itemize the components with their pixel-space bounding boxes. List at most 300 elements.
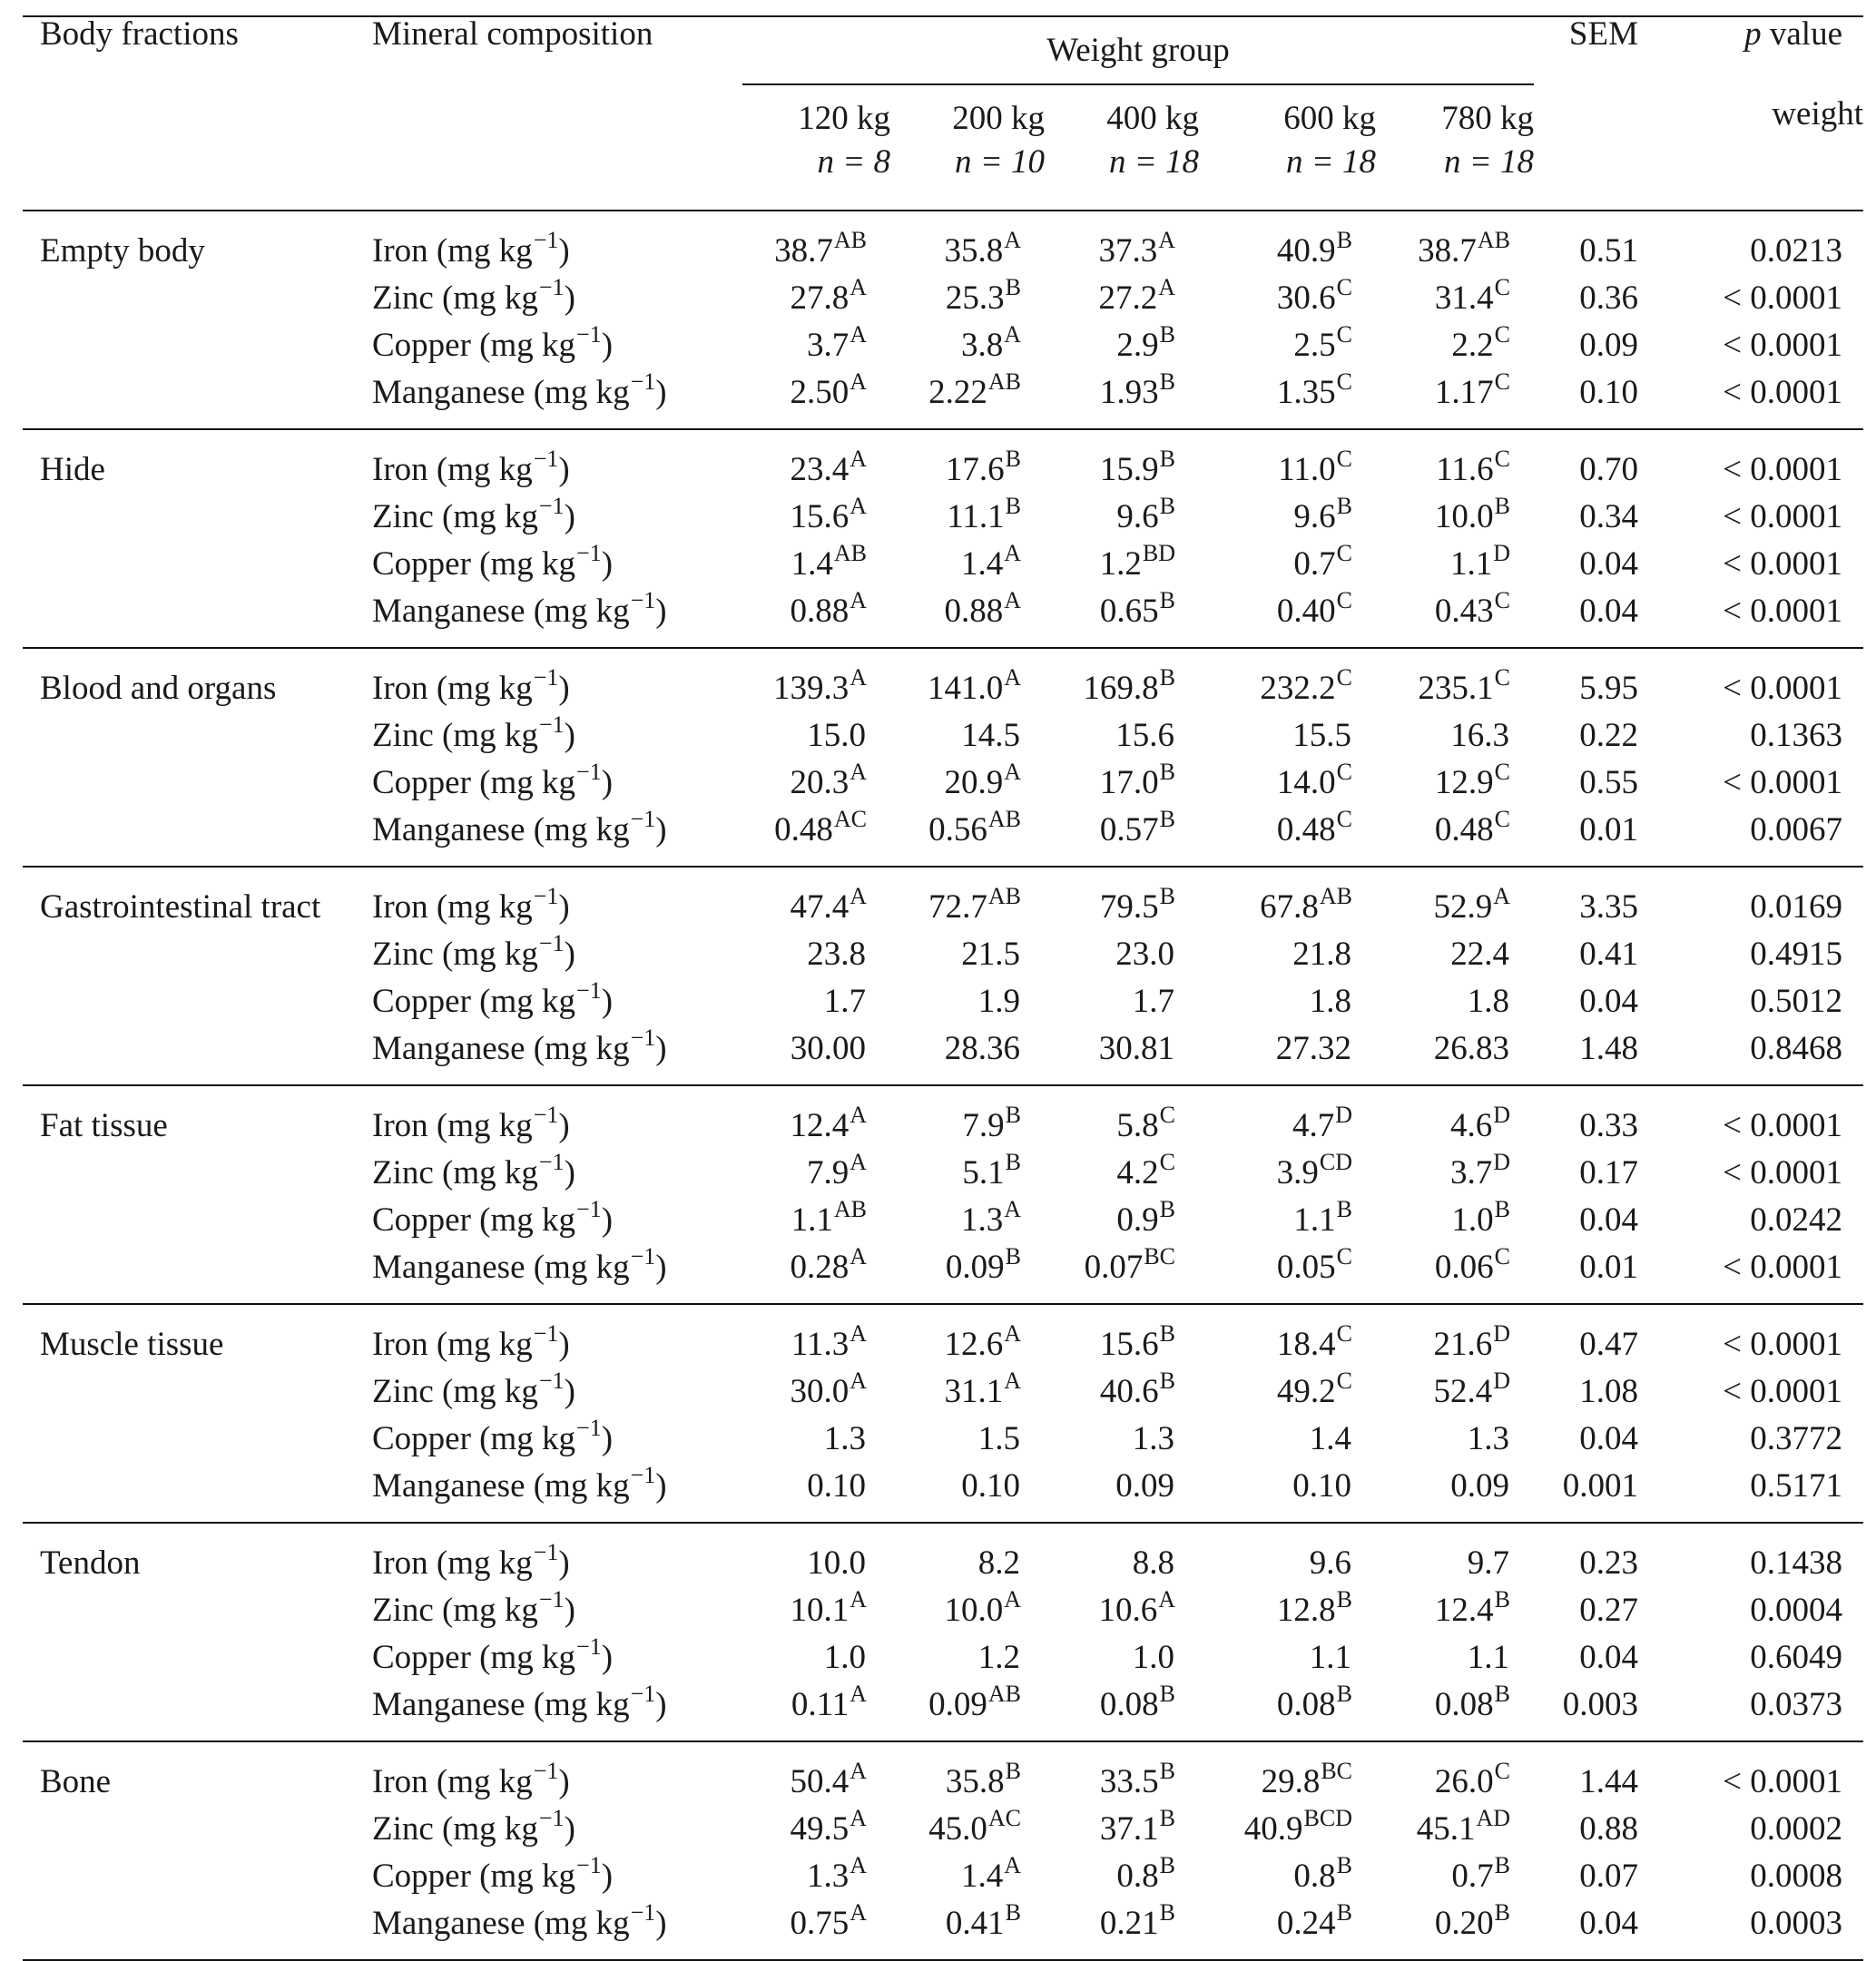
table-row <box>23 930 1863 977</box>
value-cell-group-3 <box>1199 1196 1376 1243</box>
value-cell-group-0 <box>742 587 890 648</box>
mean-value: 52.9 <box>1433 887 1493 926</box>
unit-exponent: −1 <box>538 929 565 956</box>
value-cell-group-3 <box>1199 711 1376 759</box>
mineral-composition-table <box>23 15 1863 1961</box>
significance-letters: B <box>1005 1148 1021 1175</box>
value-cell-group-0 <box>742 429 890 493</box>
mean-value: 15.6 <box>1099 1325 1159 1363</box>
mean-value: 40.9 <box>1276 231 1336 270</box>
unit-close: ) <box>558 231 570 270</box>
mean-value: 47.4 <box>790 887 850 926</box>
p-value: < 0.0001 <box>1662 1741 1863 1805</box>
significance-letters: B <box>1494 492 1510 519</box>
unit-exponent: −1 <box>576 1633 602 1660</box>
mean-value: 23.8 <box>807 935 866 973</box>
value-cell-group-1 <box>890 368 1045 429</box>
value-cell-group-3 <box>1199 648 1376 711</box>
unit-close: ) <box>558 1106 570 1144</box>
significance-letters: C <box>1336 368 1352 395</box>
unit-close: ) <box>655 1248 667 1286</box>
mineral-label <box>372 1025 742 1085</box>
significance-letters: AD <box>1476 1804 1510 1831</box>
mineral-label <box>372 1899 742 1960</box>
mean-value: 20.3 <box>790 763 850 801</box>
mean-value: 0.21 <box>1099 1904 1159 1942</box>
value-cell-group-2 <box>1045 274 1199 321</box>
value-cell-group-3 <box>1199 806 1376 867</box>
mean-value: 0.8 <box>1116 1857 1159 1895</box>
mineral-label <box>372 274 742 321</box>
sem-value: 0.55 <box>1579 763 1638 801</box>
value-cell-group-3 <box>1199 1415 1376 1462</box>
mean-value: 12.8 <box>1276 1591 1336 1629</box>
sem-value: 0.10 <box>1579 373 1638 411</box>
mean-value: 0.09 <box>1450 1466 1509 1505</box>
body-fraction-label <box>23 930 372 977</box>
mean-value: 20.9 <box>944 763 1004 801</box>
value-cell-group-1 <box>890 274 1045 321</box>
mean-value: 40.9 <box>1243 1809 1303 1848</box>
unit-close: ) <box>655 373 667 411</box>
significance-letters: A <box>1004 1195 1021 1222</box>
mean-value: 1.4 <box>791 544 833 583</box>
significance-letters: AB <box>833 539 867 566</box>
body-fraction-label <box>23 493 372 540</box>
unit-exponent: −1 <box>630 1242 656 1270</box>
mean-value: 50.4 <box>790 1762 850 1800</box>
mean-value: 9.6 <box>1293 497 1336 535</box>
significance-letters: B <box>1005 492 1021 519</box>
significance-letters: B <box>1159 1367 1175 1394</box>
value-cell-group-1 <box>890 1586 1045 1633</box>
significance-letters: C <box>1336 1367 1352 1394</box>
mean-value: 0.41 <box>945 1904 1005 1942</box>
mean-value: 1.1 <box>791 1201 833 1239</box>
mineral-name: Iron (mg kg <box>372 1762 533 1800</box>
mean-value: 4.2 <box>1116 1153 1159 1191</box>
value-cell-group-2 <box>1045 493 1199 540</box>
mean-value: 10.0 <box>807 1544 866 1582</box>
mean-value: 0.10 <box>1292 1466 1351 1505</box>
significance-letters: C <box>1494 273 1510 300</box>
body-fraction-label <box>23 1368 372 1415</box>
unit-exponent: −1 <box>576 1195 602 1222</box>
mean-value: 3.7 <box>806 326 850 364</box>
significance-letters: B <box>1494 1195 1510 1222</box>
mean-value: 12.6 <box>944 1325 1004 1363</box>
value-cell-group-1 <box>890 1462 1045 1523</box>
mean-value: 67.8 <box>1260 887 1319 926</box>
significance-letters: C <box>1336 320 1352 348</box>
mean-value: 15.5 <box>1292 716 1351 754</box>
value-cell-group-4 <box>1376 759 1534 806</box>
significance-letters: AB <box>1477 226 1510 253</box>
mean-value: 1.2 <box>1099 544 1142 583</box>
mean-value: 5.8 <box>1116 1106 1159 1144</box>
significance-letters: A <box>850 445 867 472</box>
mineral-label <box>372 1196 742 1243</box>
mean-value: 0.05 <box>1276 1248 1336 1286</box>
significance-letters: D <box>1493 1101 1510 1128</box>
significance-letters: B <box>1159 1680 1175 1707</box>
mineral-name: Iron (mg kg <box>372 1544 533 1582</box>
p-value: 0.0002 <box>1750 1809 1842 1848</box>
unit-exponent: −1 <box>630 805 656 832</box>
value-cell-group-4 <box>1376 1085 1534 1149</box>
significance-letters: B <box>1159 1195 1175 1222</box>
mean-value: 1.4 <box>960 1857 1004 1895</box>
significance-letters: B <box>1159 368 1175 395</box>
mean-value: 3.8 <box>960 326 1004 364</box>
significance-letters: B <box>1005 1898 1021 1926</box>
value-cell-group-1 <box>890 211 1045 274</box>
mean-value: 15.6 <box>1115 716 1174 754</box>
significance-letters: D <box>1493 1319 1510 1347</box>
value-cell-group-0 <box>742 1633 890 1681</box>
value-cell-group-4 <box>1376 930 1534 977</box>
mean-value: 17.6 <box>945 450 1005 488</box>
mean-value: 0.75 <box>790 1904 850 1942</box>
significance-letters: A <box>1004 1367 1021 1394</box>
unit-exponent: −1 <box>533 1101 559 1128</box>
unit-exponent: −1 <box>533 882 559 909</box>
value-cell-group-0 <box>742 1149 890 1196</box>
mean-value: 18.4 <box>1276 1325 1336 1363</box>
unit-exponent: −1 <box>576 758 602 785</box>
significance-letters: A <box>850 1898 867 1926</box>
mean-value: 12.4 <box>1434 1591 1494 1629</box>
table-row <box>23 1586 1863 1633</box>
mean-value: 0.07 <box>1084 1248 1144 1286</box>
table-row <box>23 368 1863 429</box>
significance-letters: A <box>1493 882 1510 909</box>
body-fraction-label <box>23 1899 372 1960</box>
significance-letters: C <box>1336 586 1352 613</box>
value-cell-group-1 <box>890 1899 1045 1960</box>
mean-value: 10.0 <box>1434 497 1494 535</box>
mean-value: 7.9 <box>962 1106 1005 1144</box>
significance-letters: A <box>850 1367 867 1394</box>
mean-value: 0.06 <box>1434 1248 1494 1286</box>
significance-letters: D <box>1493 539 1510 566</box>
value-cell-group-3 <box>1199 1586 1376 1633</box>
significance-letters: D <box>1493 1148 1510 1175</box>
mean-value: 21.6 <box>1433 1325 1493 1363</box>
mean-value: 49.5 <box>790 1809 850 1848</box>
body-fraction-label: Bone <box>23 1741 372 1805</box>
table-body <box>23 211 1863 1960</box>
value-cell-group-2 <box>1045 211 1199 274</box>
mineral-name: Copper (mg kg <box>372 1201 576 1239</box>
mean-value: 14.5 <box>961 716 1020 754</box>
mean-value: 72.7 <box>928 887 987 926</box>
mineral-name: Manganese (mg kg <box>372 1466 630 1505</box>
table-row <box>23 759 1863 806</box>
mineral-name: Manganese (mg kg <box>372 1904 630 1942</box>
table-row <box>23 1741 1863 1805</box>
value-cell-group-4 <box>1376 321 1534 368</box>
significance-letters: CD <box>1319 1148 1352 1175</box>
table-row <box>23 1368 1863 1415</box>
significance-letters: AC <box>987 1804 1021 1831</box>
value-cell-group-2 <box>1045 1523 1199 1586</box>
value-cell-group-2 <box>1045 587 1199 648</box>
sem-value: 0.01 <box>1579 1248 1638 1286</box>
mineral-label <box>372 368 742 429</box>
unit-exponent: −1 <box>538 1367 565 1394</box>
mean-value: 30.0 <box>790 1372 850 1410</box>
significance-letters: A <box>1004 1319 1021 1347</box>
mean-value: 10.1 <box>790 1591 850 1629</box>
unit-exponent: −1 <box>538 1148 565 1175</box>
p-value: 0.0169 <box>1662 867 1863 930</box>
significance-letters: B <box>1494 1851 1510 1878</box>
unit-close: ) <box>601 982 614 1020</box>
value-cell-group-3 <box>1199 274 1376 321</box>
mineral-label <box>372 1681 742 1741</box>
mineral-name: Copper (mg kg <box>372 982 576 1020</box>
significance-letters: B <box>1005 1757 1021 1784</box>
mineral-name: Copper (mg kg <box>372 763 576 801</box>
p-value: 0.4915 <box>1750 935 1842 973</box>
significance-letters: C <box>1159 1148 1175 1175</box>
value-cell-group-4 <box>1376 1243 1534 1304</box>
sem-value: 0.04 <box>1579 1201 1638 1239</box>
value-cell-group-3 <box>1199 1368 1376 1415</box>
mean-value: 1.8 <box>1467 982 1509 1020</box>
value-cell-group-2 <box>1045 759 1199 806</box>
unit-close: ) <box>655 1685 667 1723</box>
value-cell-group-4 <box>1376 1149 1534 1196</box>
unit-close: ) <box>601 1201 614 1239</box>
p-value: 0.0003 <box>1662 1899 1863 1960</box>
value-cell-group-0 <box>742 1025 890 1085</box>
value-cell-group-2 <box>1045 711 1199 759</box>
p-value: 0.0242 <box>1750 1201 1842 1239</box>
sem-value: 0.36 <box>1579 279 1638 317</box>
value-cell-group-1 <box>890 1196 1045 1243</box>
value-cell-group-2 <box>1045 1149 1199 1196</box>
value-cell-group-2 <box>1045 1304 1199 1368</box>
sem-value: 0.27 <box>1579 1591 1638 1629</box>
value-cell-group-3 <box>1199 1149 1376 1196</box>
value-cell-group-1 <box>890 540 1045 587</box>
mean-value: 10.6 <box>1098 1591 1158 1629</box>
p-value: < 0.0001 <box>1723 544 1842 583</box>
value-cell-group-2 <box>1045 1415 1199 1462</box>
value-cell-group-2 <box>1045 648 1199 711</box>
header-mineral-composition: Mineral composition <box>372 16 742 97</box>
table-row <box>23 1633 1863 1681</box>
unit-close: ) <box>601 544 614 583</box>
mean-value: 30.6 <box>1276 279 1336 317</box>
p-value: 0.6049 <box>1750 1638 1842 1676</box>
table-row <box>23 1523 1863 1586</box>
value-cell-group-4 <box>1376 867 1534 930</box>
table-row <box>23 867 1863 930</box>
mineral-label <box>372 1243 742 1304</box>
value-cell-group-3 <box>1199 540 1376 587</box>
mean-value: 15.0 <box>807 716 866 754</box>
value-cell-group-1 <box>890 1368 1045 1415</box>
mineral-label <box>372 1852 742 1899</box>
significance-letters: C <box>1336 758 1352 785</box>
mean-value: 5.1 <box>962 1153 1005 1191</box>
mean-value: 2.9 <box>1116 326 1159 364</box>
mean-value: 4.6 <box>1449 1106 1493 1144</box>
table-row <box>23 274 1863 321</box>
body-fraction-label <box>23 368 372 429</box>
mineral-name: Copper (mg kg <box>372 1638 576 1676</box>
significance-letters: BCD <box>1303 1804 1352 1831</box>
significance-letters: B <box>1005 1242 1021 1270</box>
mean-value: 1.7 <box>823 982 866 1020</box>
table-row <box>23 1852 1863 1899</box>
p-value: < 0.0001 <box>1662 648 1863 711</box>
p-value: 0.3772 <box>1750 1419 1842 1457</box>
table-row <box>23 1196 1863 1243</box>
body-fraction-label <box>23 1025 372 1085</box>
mineral-label <box>372 1085 742 1149</box>
table-row <box>23 587 1863 648</box>
value-cell-group-0 <box>742 1681 890 1741</box>
mineral-name: Zinc (mg kg <box>372 497 538 535</box>
value-cell-group-0 <box>742 1462 890 1523</box>
value-cell-group-2 <box>1045 1085 1199 1149</box>
significance-letters: AB <box>987 368 1021 395</box>
sem-value: 0.04 <box>1579 982 1638 1020</box>
table-row <box>23 806 1863 867</box>
mineral-label <box>372 429 742 493</box>
value-cell-group-3 <box>1199 1805 1376 1852</box>
mean-value: 0.09 <box>1115 1466 1174 1505</box>
p-value: < 0.0001 <box>1723 497 1842 535</box>
mean-value: 17.0 <box>1099 763 1159 801</box>
value-cell-group-4 <box>1376 1852 1534 1899</box>
mineral-label <box>372 711 742 759</box>
header-body-fractions: Body fractions <box>23 16 372 97</box>
mineral-label <box>372 540 742 587</box>
value-cell-group-3 <box>1199 493 1376 540</box>
unit-exponent: −1 <box>533 226 559 253</box>
significance-letters: B <box>1159 320 1175 348</box>
mean-value: 2.50 <box>790 373 850 411</box>
header-group-3: 600 kg n = 18 <box>1283 100 1376 181</box>
value-cell-group-2 <box>1045 368 1199 429</box>
mineral-name: Zinc (mg kg <box>372 716 538 754</box>
mineral-name: Manganese (mg kg <box>372 1248 630 1286</box>
value-cell-group-0 <box>742 930 890 977</box>
body-fraction-label <box>23 274 372 321</box>
unit-exponent: −1 <box>630 1680 656 1707</box>
body-fraction-label <box>23 806 372 867</box>
mean-value: 52.4 <box>1433 1372 1493 1410</box>
mean-value: 45.0 <box>928 1809 987 1848</box>
significance-letters: A <box>1004 663 1021 691</box>
p-value: 0.8468 <box>1750 1029 1842 1067</box>
significance-letters: A <box>850 663 867 691</box>
value-cell-group-2 <box>1045 867 1199 930</box>
mineral-label <box>372 867 742 930</box>
header-group-1: 200 kg n = 10 <box>952 100 1045 181</box>
mineral-label <box>372 806 742 867</box>
value-cell-group-4 <box>1376 1681 1534 1741</box>
p-value: 0.0373 <box>1750 1685 1842 1723</box>
mean-value: 1.3 <box>806 1857 850 1895</box>
value-cell-group-4 <box>1376 1462 1534 1523</box>
value-cell-group-4 <box>1376 1586 1534 1633</box>
value-cell-group-1 <box>890 1415 1045 1462</box>
mean-value: 31.4 <box>1434 279 1494 317</box>
significance-letters: A <box>1004 586 1021 613</box>
value-cell-group-3 <box>1199 1899 1376 1960</box>
value-cell-group-4 <box>1376 1633 1534 1681</box>
value-cell-group-2 <box>1045 930 1199 977</box>
mean-value: 37.1 <box>1099 1809 1159 1848</box>
mean-value: 27.8 <box>790 279 850 317</box>
unit-exponent: −1 <box>576 1414 602 1441</box>
value-cell-group-2 <box>1045 321 1199 368</box>
unit-exponent: −1 <box>630 1898 656 1926</box>
table-row <box>23 1805 1863 1852</box>
sem-value: 0.003 <box>1562 1685 1638 1723</box>
body-fraction-label: Tendon <box>23 1523 372 1586</box>
value-cell-group-3 <box>1199 759 1376 806</box>
mineral-name: Manganese (mg kg <box>372 373 630 411</box>
header-p-value-weight: weight <box>1772 95 1863 132</box>
mineral-label <box>372 1415 742 1462</box>
mean-value: 23.4 <box>790 450 850 488</box>
body-fraction-label <box>23 1681 372 1741</box>
mineral-name: Iron (mg kg <box>372 450 533 488</box>
value-cell-group-1 <box>890 1149 1045 1196</box>
significance-letters: C <box>1494 368 1510 395</box>
value-cell-group-2 <box>1045 806 1199 867</box>
mineral-label <box>372 587 742 648</box>
body-fraction-label: Muscle tissue <box>23 1304 372 1368</box>
significance-letters: BC <box>1321 1757 1352 1784</box>
significance-letters: B <box>1336 1851 1352 1878</box>
mean-value: 0.88 <box>944 592 1004 630</box>
p-value: 0.5171 <box>1750 1466 1842 1505</box>
value-cell-group-4 <box>1376 1304 1534 1368</box>
mean-value: 38.7 <box>1418 231 1477 270</box>
significance-letters: AB <box>987 882 1021 909</box>
sem-value: 0.47 <box>1534 1304 1662 1368</box>
mineral-name: Manganese (mg kg <box>372 592 630 630</box>
sem-value: 0.34 <box>1579 497 1638 535</box>
p-value: < 0.0001 <box>1723 1153 1842 1191</box>
mean-value: 0.48 <box>1434 810 1494 848</box>
mineral-name: Zinc (mg kg <box>372 1153 538 1191</box>
value-cell-group-4 <box>1376 711 1534 759</box>
mean-value: 31.1 <box>944 1372 1004 1410</box>
mineral-name: Copper (mg kg <box>372 326 576 364</box>
value-cell-group-4 <box>1376 1196 1534 1243</box>
body-fraction-label <box>23 321 372 368</box>
p-value: 0.5012 <box>1750 982 1842 1020</box>
p-value: 0.1438 <box>1662 1523 1863 1586</box>
unit-close: ) <box>558 1544 570 1582</box>
significance-letters: B <box>1159 1898 1175 1926</box>
mineral-name: Manganese (mg kg <box>372 1685 630 1723</box>
value-cell-group-2 <box>1045 1899 1199 1960</box>
significance-letters: A <box>850 1804 867 1831</box>
p-value: 0.1363 <box>1750 716 1842 754</box>
value-cell-group-4 <box>1376 493 1534 540</box>
value-cell-group-2 <box>1045 1368 1199 1415</box>
